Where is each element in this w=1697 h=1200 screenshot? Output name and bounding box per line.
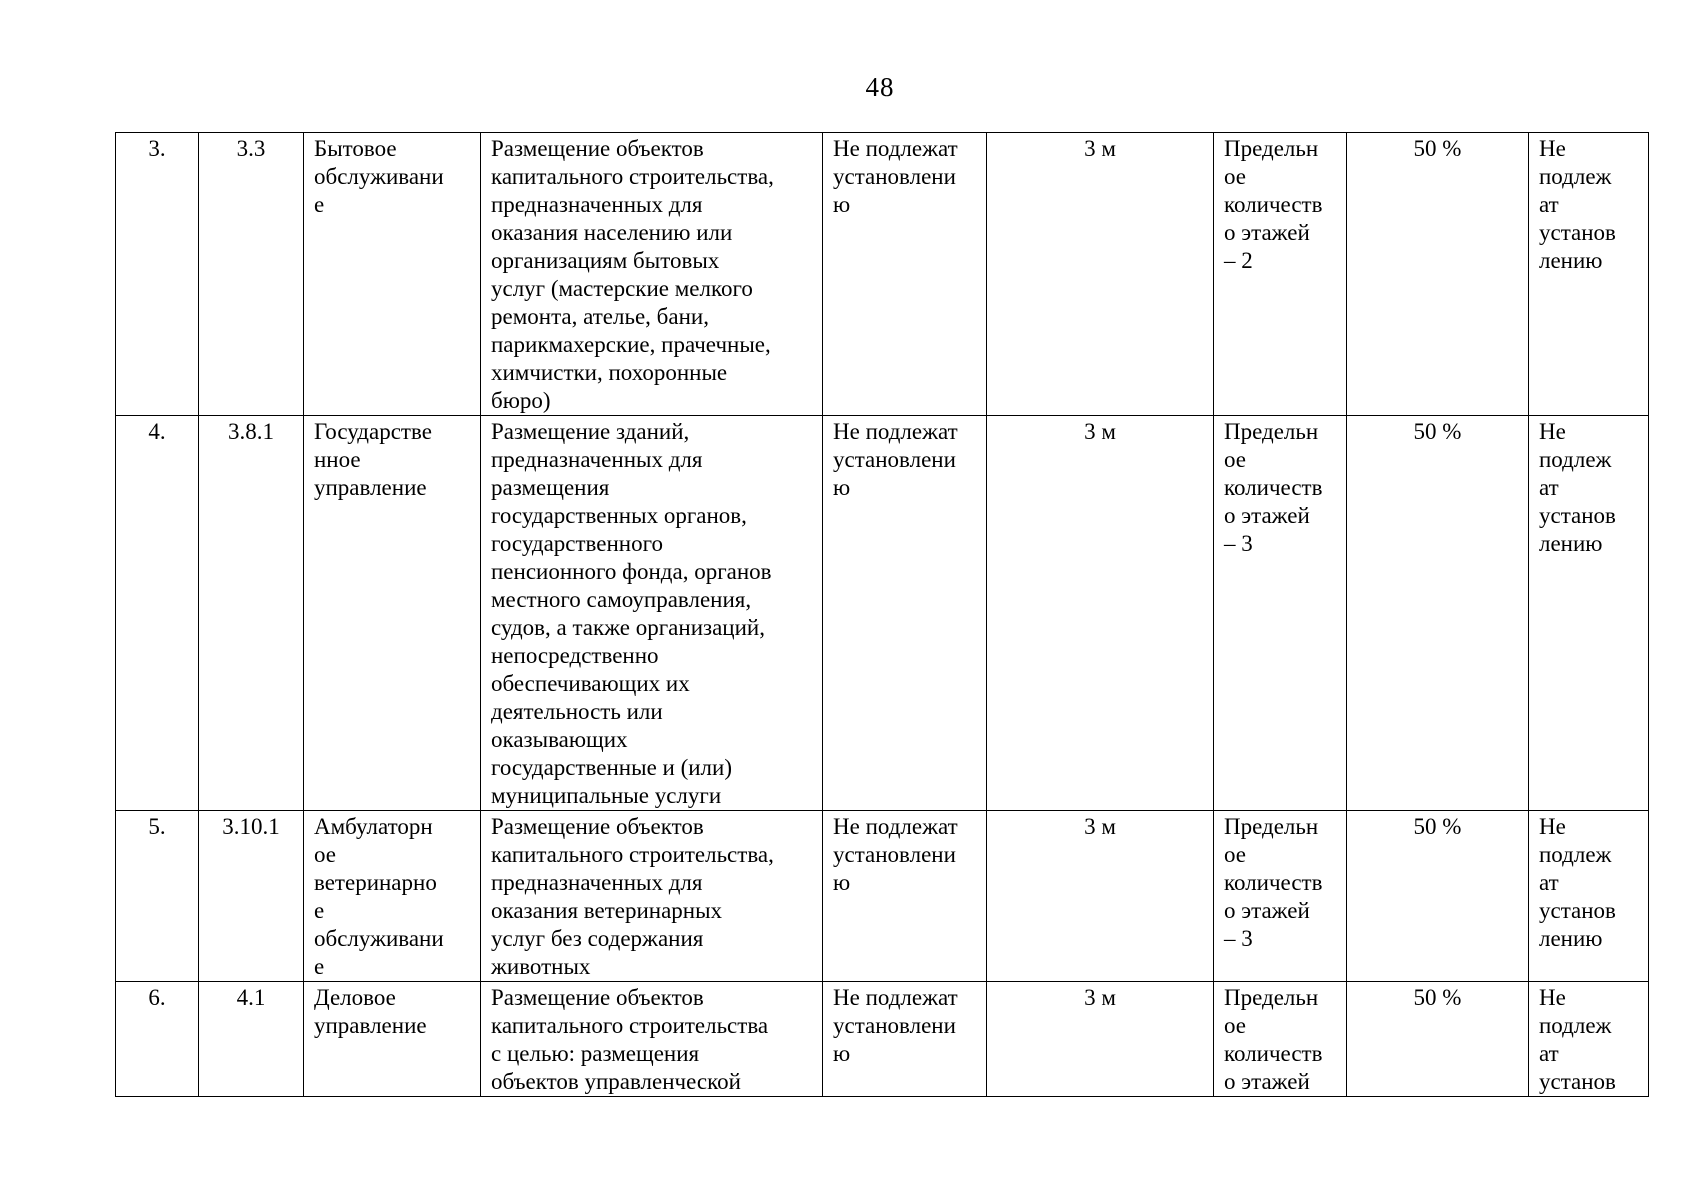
- table-row: [116, 811, 1649, 982]
- page-number: 48: [865, 72, 895, 102]
- cell-coverage: 50 %: [1347, 133, 1529, 416]
- cell-description: Размещение зданий, предназначенных для размещения государственных органов, государственного пенсионного фонда, органов местного самоуправления, судов, а также организаций, непосредственно обеспечивающих их деятельность или оказывающих государственные и (или) муниципальные услуги: [481, 416, 823, 811]
- cell-plot-size: Не подлежат установлени ю: [823, 811, 987, 982]
- cell-other: Не подлеж ат установ: [1529, 982, 1649, 1097]
- cell-description: Размещение объектов капитального строительства, предназначенных для оказания населению или организациям бытовых услуг (мастерские мелкого ремонта, ателье, бани, парикмахерские, прачечные, химчистки, похоронные бюро): [481, 133, 823, 416]
- cell-use-type: Бытовое обслуживани е: [304, 133, 481, 416]
- cell-use-type: Деловое управление: [304, 982, 481, 1097]
- cell-setback: 3 м: [987, 811, 1214, 982]
- cell-other: Не подлеж ат установ лению: [1529, 133, 1649, 416]
- cell-other: Не подлеж ат установ лению: [1529, 416, 1649, 811]
- cell-coverage: 50 %: [1347, 811, 1529, 982]
- cell-floors: Предельн ое количеств о этажей – 2: [1214, 133, 1347, 416]
- regulations-table: [115, 132, 1649, 1097]
- table-row: [116, 133, 1649, 416]
- cell-setback: 3 м: [987, 982, 1214, 1097]
- table-row: [116, 416, 1649, 811]
- cell-floors: Предельн ое количеств о этажей – 3: [1214, 416, 1347, 811]
- cell-other: Не подлеж ат установ лению: [1529, 811, 1649, 982]
- cell-number: 3.: [116, 133, 199, 416]
- cell-number: 6.: [116, 982, 199, 1097]
- cell-coverage: 50 %: [1347, 416, 1529, 811]
- cell-number: 5.: [116, 811, 199, 982]
- cell-code: 3.8.1: [199, 416, 304, 811]
- cell-plot-size: Не подлежат установлени ю: [823, 416, 987, 811]
- cell-floors: Предельн ое количеств о этажей – 3: [1214, 811, 1347, 982]
- cell-use-type: Амбулаторн ое ветеринарно е обслуживани е: [304, 811, 481, 982]
- cell-plot-size: Не подлежат установлени ю: [823, 982, 987, 1097]
- cell-coverage: 50 %: [1347, 982, 1529, 1097]
- cell-number: 4.: [116, 416, 199, 811]
- cell-setback: 3 м: [987, 416, 1214, 811]
- cell-description: Размещение объектов капитального строительства, предназначенных для оказания ветеринарных услуг без содержания животных: [481, 811, 823, 982]
- cell-floors: Предельн ое количеств о этажей: [1214, 982, 1347, 1097]
- cell-use-type: Государстве нное управление: [304, 416, 481, 811]
- cell-code: 3.10.1: [199, 811, 304, 982]
- cell-plot-size: Не подлежат установлени ю: [823, 133, 987, 416]
- cell-code: 4.1: [199, 982, 304, 1097]
- cell-code: 3.3: [199, 133, 304, 416]
- table-row: [116, 982, 1649, 1097]
- cell-description: Размещение объектов капитального строительства с целью: размещения объектов управленческой: [481, 982, 823, 1097]
- cell-setback: 3 м: [987, 133, 1214, 416]
